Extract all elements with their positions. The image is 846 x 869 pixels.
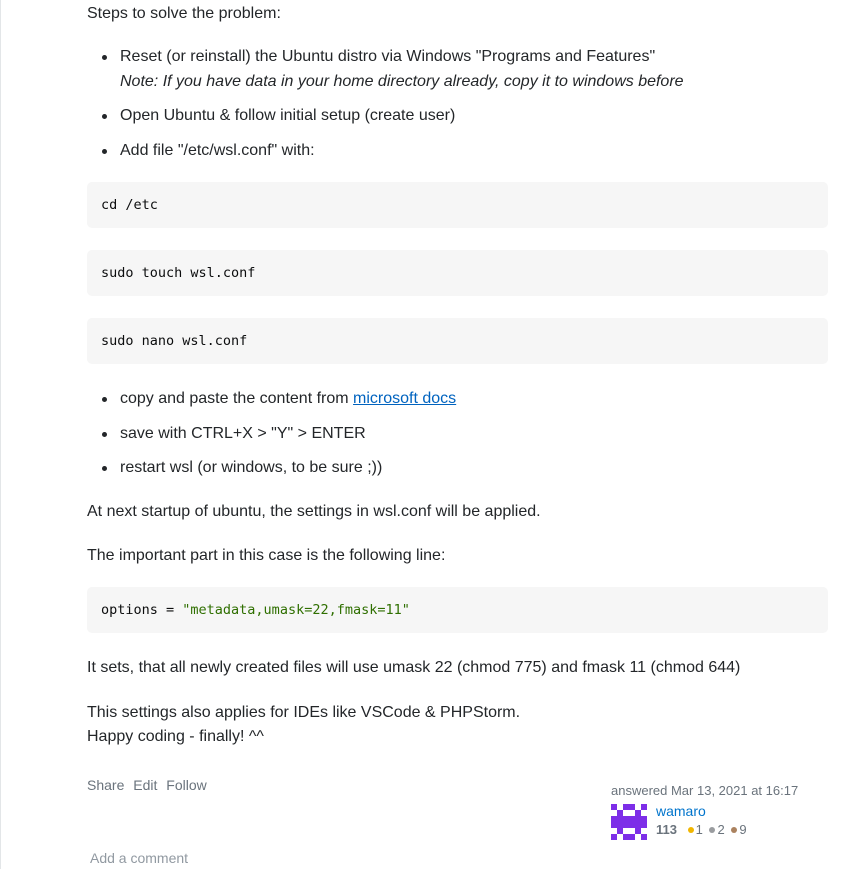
list-item [120, 138, 315, 163]
step-text: Add file "/etc/wsl.conf" with: [120, 142, 315, 159]
options-code-block[interactable] [87, 587, 828, 633]
step-text: Reset (or reinstall) the Ubuntu distro via Windows "Programs and Features" [120, 48, 656, 65]
list-item [120, 421, 366, 446]
left-border [0, 0, 1, 869]
list-item [120, 103, 455, 128]
user-info [611, 802, 821, 842]
code-key: options = [101, 602, 183, 618]
paragraph: This settings also applies for IDEs like VSCode & PHPStorm. [87, 704, 521, 721]
paragraph: At next startup of ubuntu, the settings in wsl.conf will be applied. [87, 503, 541, 520]
code-block[interactable]: cd /etc [87, 182, 828, 228]
answered-time: answered Mar 13, 2021 at 16:17 [611, 783, 799, 798]
share-link[interactable]: Share [87, 777, 125, 793]
silver-badge-icon [709, 827, 715, 833]
list-item [120, 455, 382, 480]
step-text: Open Ubuntu & follow initial setup (create user) [120, 107, 456, 124]
list-item [120, 44, 684, 94]
username-link[interactable]: wamaro [656, 803, 706, 819]
avatar[interactable] [611, 804, 647, 840]
add-comment-link[interactable]: Add a comment [90, 850, 189, 866]
code-block[interactable]: sudo nano wsl.conf [87, 318, 828, 364]
edit-link[interactable]: Edit [133, 777, 158, 793]
paragraph: The important part in this case is the following line: [87, 547, 446, 564]
step-text: save with CTRL+X > "Y" > ENTER [120, 425, 366, 442]
silver-badge-count: 2 [717, 822, 725, 837]
user-signature [611, 781, 821, 842]
reputation-score: 113 [656, 822, 677, 837]
code-string: "metadata,umask=22,fmask=11" [182, 602, 410, 618]
step-note: Note: If you have data in your home directory already, copy it to windows before [120, 73, 684, 90]
intro-text: Steps to solve the problem: [87, 5, 281, 22]
gold-badge-icon [688, 827, 694, 833]
code-block[interactable]: sudo touch wsl.conf [87, 250, 828, 296]
paragraph: It sets, that all newly created files will use umask 22 (chmod 775) and fmask 11 (chmod 644) [87, 659, 741, 676]
list-item [120, 386, 456, 411]
bronze-badge-icon [731, 827, 737, 833]
reputation [656, 822, 747, 837]
post-actions [87, 777, 212, 793]
paragraph: Happy coding - finally! ^^ [87, 728, 264, 745]
step-text: copy and paste the content from [120, 390, 354, 407]
step-text: restart wsl (or windows, to be sure ;)) [120, 459, 383, 476]
follow-link[interactable]: Follow [166, 777, 207, 793]
bronze-badge-count: 9 [739, 822, 747, 837]
gold-badge-count: 1 [695, 822, 703, 837]
microsoft-docs-link[interactable]: microsoft docs [353, 390, 457, 407]
